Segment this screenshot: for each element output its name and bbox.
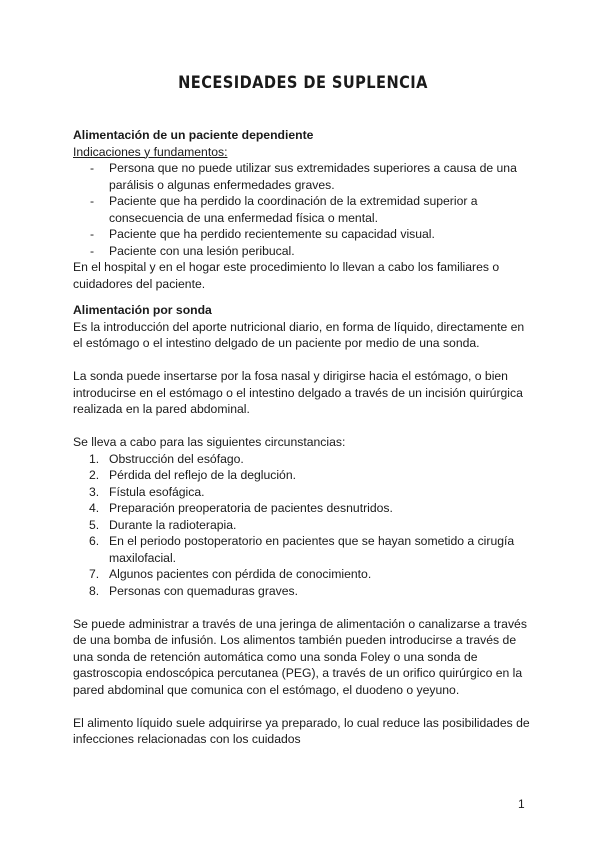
list-item: - Persona que no puede utilizar sus extremidades superiores a causa de una parálisis o algunas enfermedades graves.	[90, 161, 517, 192]
list-item: 1. Obstrucción del esófago.	[89, 451, 244, 466]
indications-list	[73, 160, 533, 259]
list-item: - Paciente que ha perdido recientemente su capacidad visual.	[90, 227, 435, 241]
dash-marker: -	[90, 243, 95, 258]
list-item: 5. Durante la radioterapia.	[89, 517, 237, 532]
section1-closing: En el hospital y en el hogar este procedimiento lo llevan a cabo los familiares o cuidadores del paciente.	[73, 260, 500, 291]
list-item: 3. Fístula esofágica.	[89, 484, 205, 499]
list-item: - Paciente que ha perdido la coordinación de la extremidad superior a consecuencia de una enfermedad física o mental.	[90, 194, 478, 225]
section2-intro: Es la introducción del aporte nutricional diario, en forma de líquido, directamente en el estómago o el intestino delgado de un paciente por medio de una sonda.	[73, 319, 525, 350]
document-body	[73, 127, 533, 748]
page-number: 1	[518, 797, 525, 811]
dash-marker: -	[90, 194, 95, 208]
list-item: 2. Pérdida del reflejo de la deglución.	[89, 468, 297, 482]
section2-list-intro: Se lleva a cabo para las siguientes circunstancias:	[73, 435, 346, 449]
circumstances-list	[73, 451, 533, 600]
list-item: 6. En el periodo postoperatorio en pacientes que se hayan sometido a cirugía maxilofacial.	[89, 534, 515, 565]
section-heading-dependent-patient: Alimentación de un paciente dependiente	[73, 128, 314, 142]
list-item: 7. Algunos pacientes con pérdida de conocimiento.	[89, 567, 372, 581]
list-item: - Paciente con una lesión peribucal.	[90, 243, 295, 258]
dash-marker: -	[90, 227, 95, 241]
section2-paragraph-3: Se puede administrar a través de una jeringa de alimentación o canalizarse a través de una bomba de infusión. Los alimentos también pueden introducirse a través de una sonda de retención automática como una sonda Foley o una sonda de gastroscopia endoscópica percutanea (PEG), a través de un orifico quirúrgico en la pared abdominal que comunica con el estómago, el duodeno o yeyuno.	[73, 616, 527, 697]
list-item: 4. Preparación preoperatoria de pacientes desnutridos.	[89, 501, 393, 515]
dash-marker: -	[90, 161, 95, 175]
section2-paragraph-4: El alimento líquido suele adquirirse ya preparado, lo cual reduce las posibilidades de infecciones relacionadas con los cuidados	[73, 715, 530, 746]
section2-paragraph-2: La sonda puede insertarse por la fosa nasal y dirigirse hacia el estómago, o bien introducirse en el estómago o el intestino delgado a través de un incisión quirúrgica realizada en la pared abdominal.	[73, 369, 523, 416]
page-title: NECESIDADES DE SUPLENCIA	[178, 73, 428, 93]
section-heading-tube-feeding: Alimentación por sonda	[73, 303, 212, 317]
subheading-indications: Indicaciones y fundamentos:	[73, 144, 228, 159]
list-item: 8. Personas con quemaduras graves.	[89, 583, 299, 598]
